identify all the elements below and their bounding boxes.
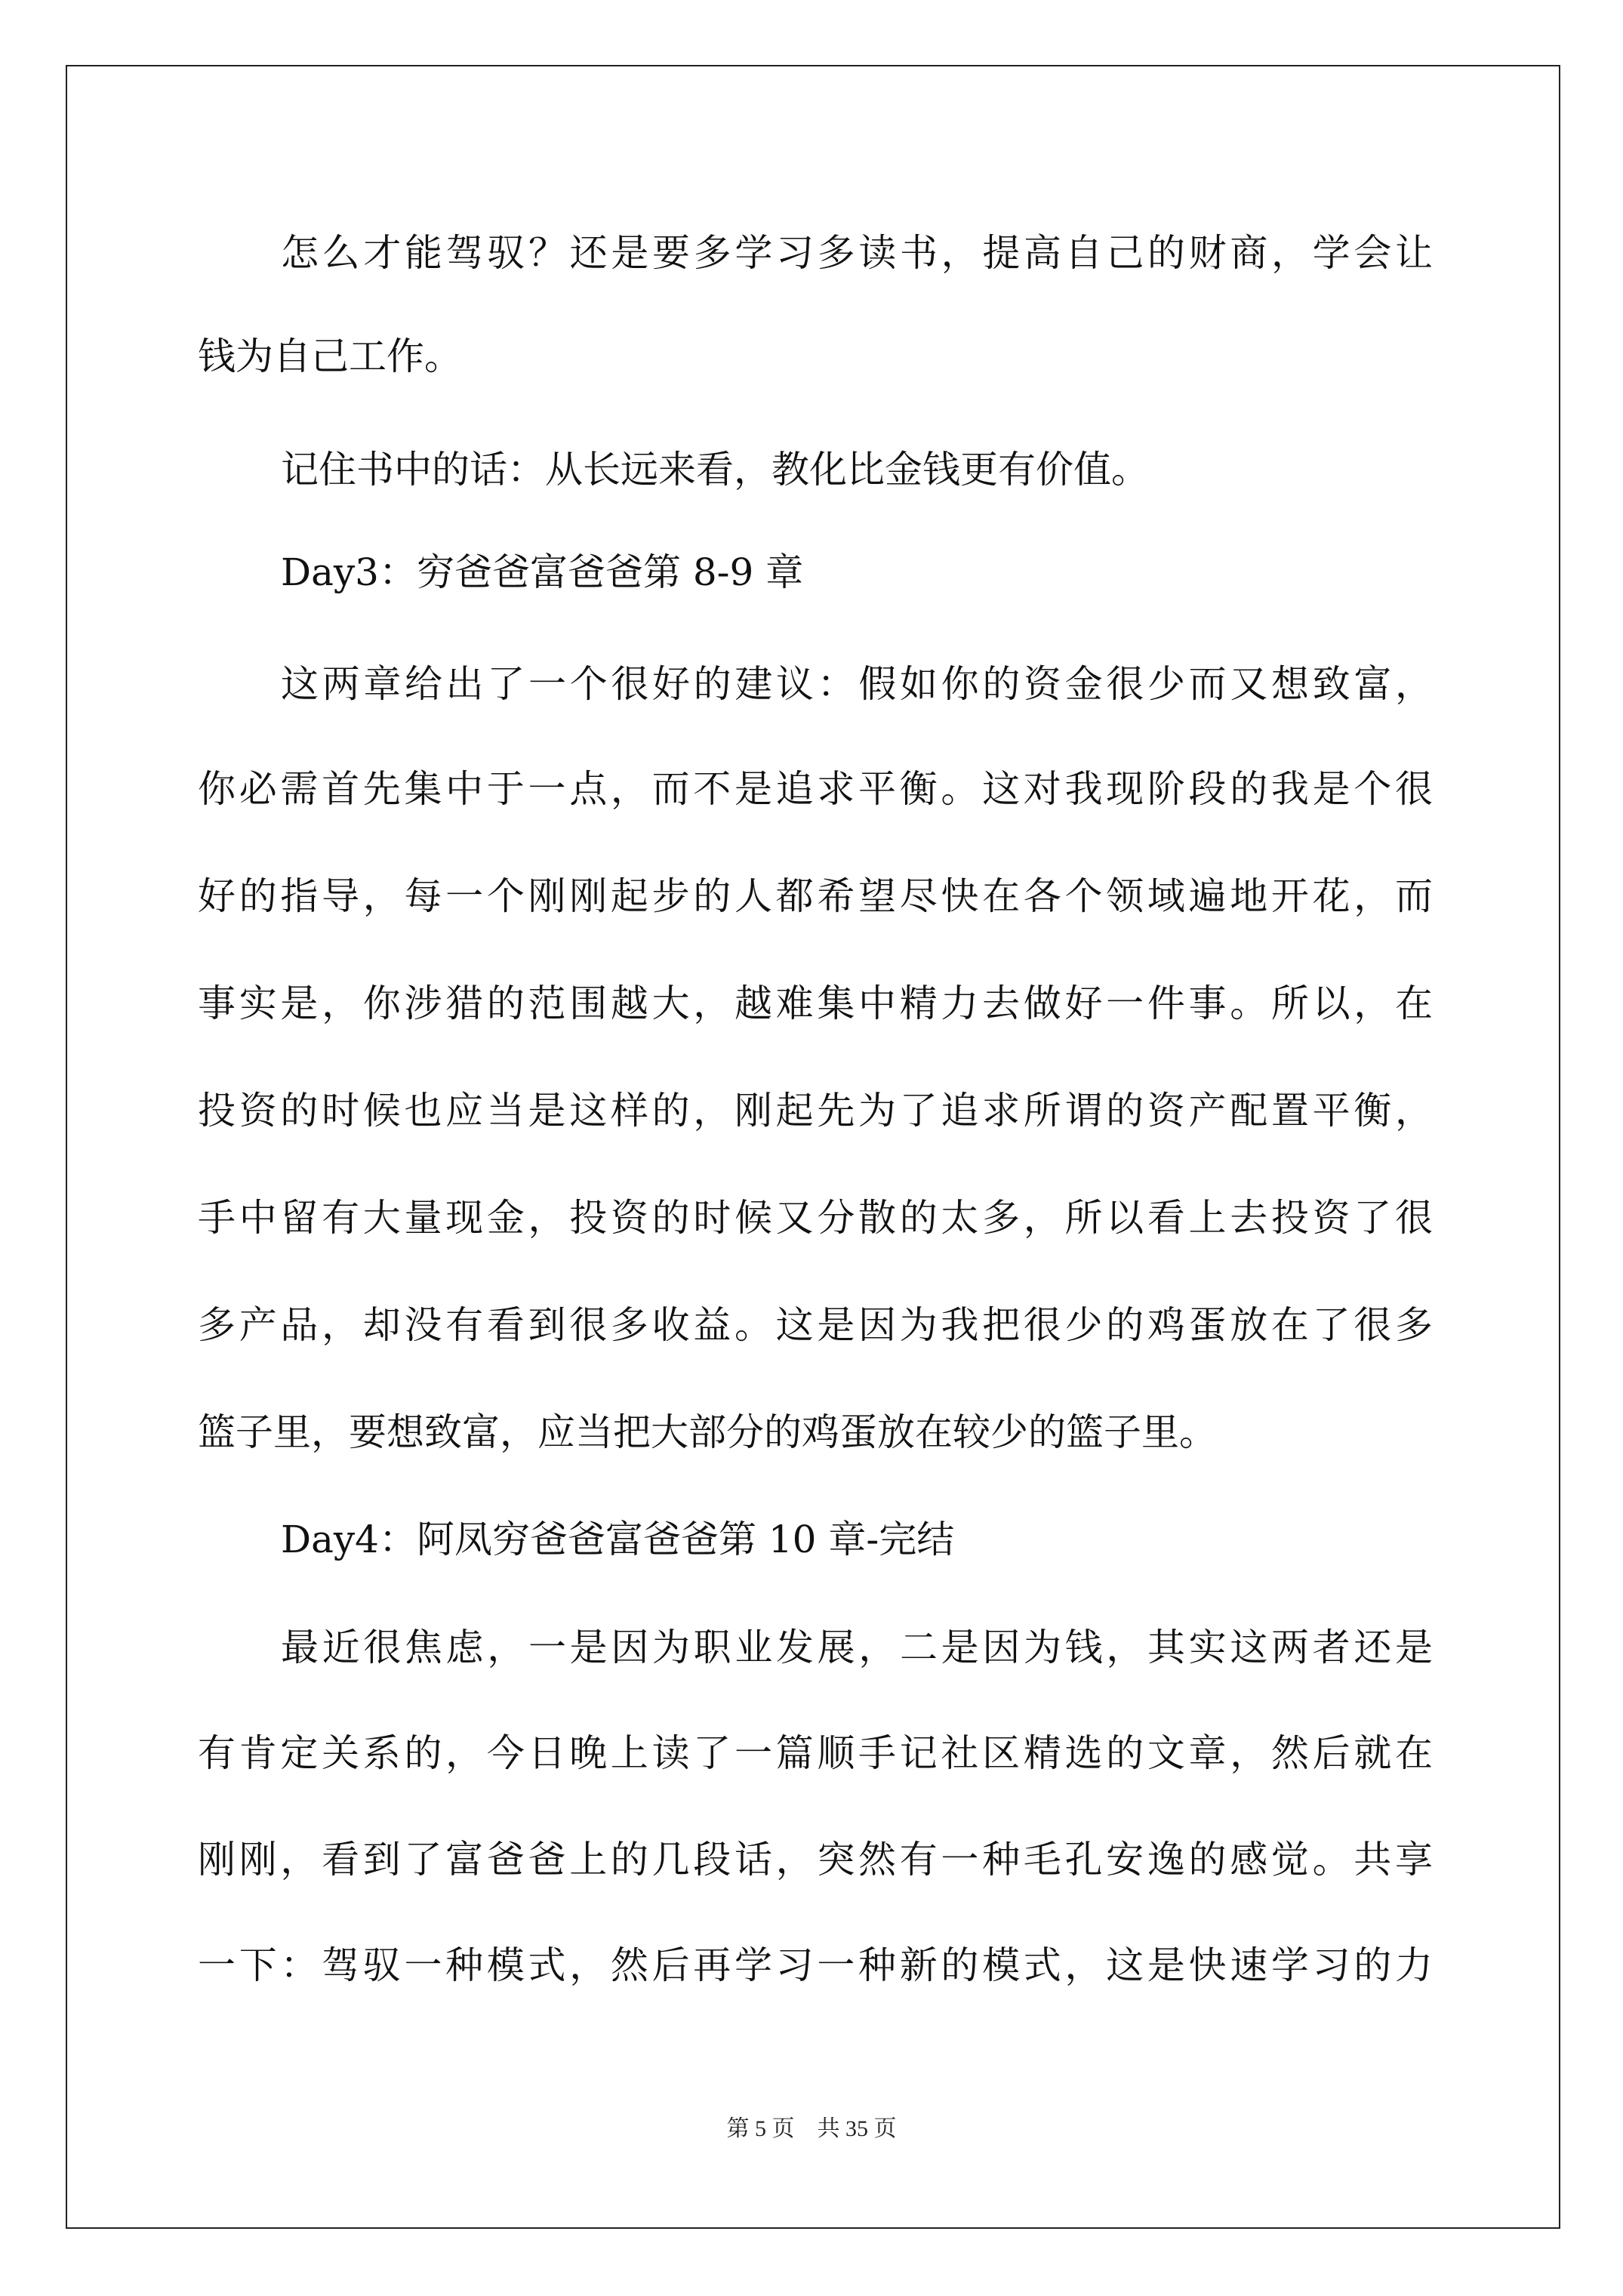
text-line: 钱为自己工作。 (198, 334, 462, 378)
text-line: 你必需首先集中于一点，而不是追求平衡。这对我现阶段的我是个很 (198, 767, 1433, 811)
section-heading-day4: Day4：阿凤穷爸爸富爸爸第 10 章-完结 (281, 1518, 955, 1561)
text-line: 怎么才能驾驭？还是要多学习多读书，提高自己的财商，学会让 (281, 231, 1433, 275)
text-line: 刚刚，看到了富爸爸上的几段话，突然有一种毛孔安逸的感觉。共享 (198, 1838, 1433, 1881)
text-line: 手中留有大量现金，投资的时候又分散的太多，所以看上去投资了很 (198, 1196, 1433, 1240)
text-line: 好的指导，每一个刚刚起步的人都希望尽快在各个领域遍地开花，而 (198, 874, 1433, 918)
text-line: 投资的时候也应当是这样的，刚起先为了追求所谓的资产配置平衡， (198, 1089, 1433, 1133)
text-line: 事实是，你涉猎的范围越大，越难集中精力去做好一件事。所以，在 (198, 982, 1433, 1025)
text-line: 有肯定关系的，今日晚上读了一篇顺手记社区精选的文章，然后就在 (198, 1731, 1433, 1775)
text-line: 最近很焦虑，一是因为职业发展，二是因为钱，其实这两者还是 (281, 1626, 1433, 1669)
page-number-footer: 第 5 页 共 35 页 (726, 2116, 897, 2141)
section-heading-day3: Day3：穷爸爸富爸爸第 8-9 章 (281, 550, 804, 594)
text-line: 篮子里，要想致富，应当把大部分的鸡蛋放在较少的篮子里。 (198, 1410, 1217, 1454)
text-line: 一下：驾驭一种模式，然后再学习一种新的模式，这是快速学习的力 (198, 1943, 1433, 1987)
text-line: 记住书中的话：从长远来看，教化比金钱更有价值。 (281, 448, 1149, 492)
text-line: 这两章给出了一个很好的建议：假如你的资金很少而又想致富， (281, 662, 1433, 706)
text-line: 多产品，却没有看到很多收益。这是因为我把很少的鸡蛋放在了很多 (198, 1303, 1433, 1347)
